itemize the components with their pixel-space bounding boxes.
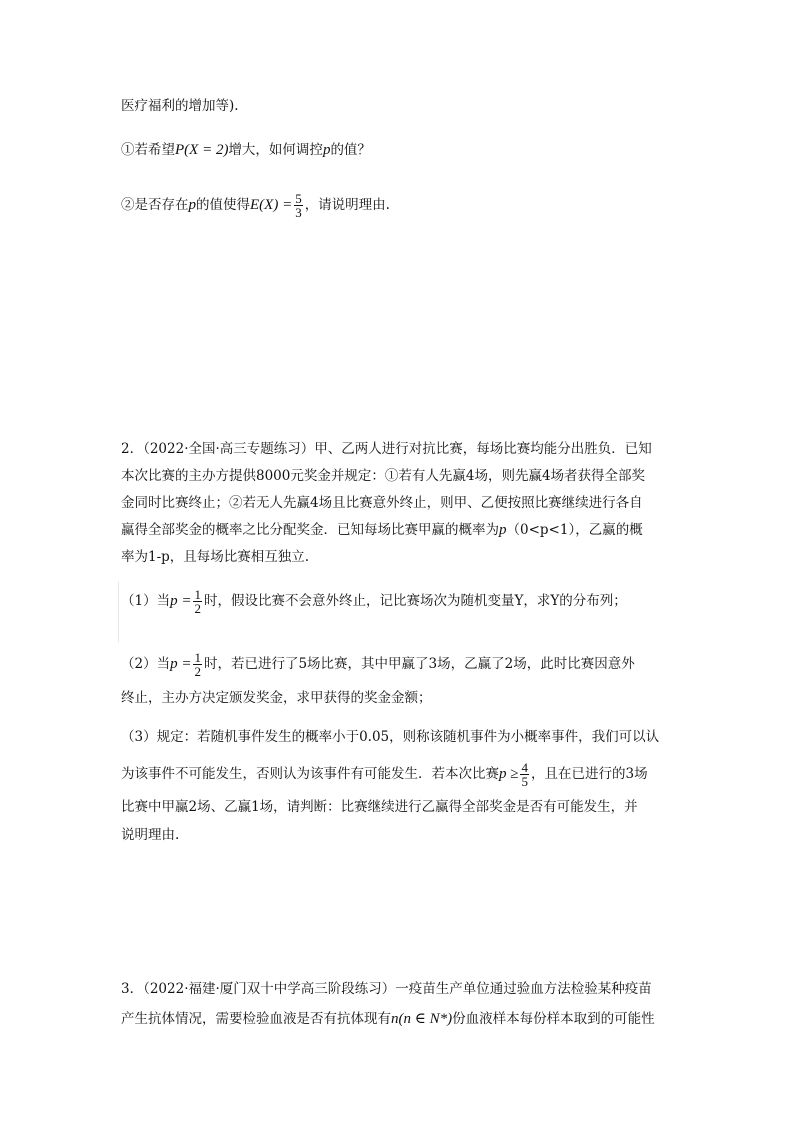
q1-sub1-mid: 增大，如何调控 bbox=[228, 142, 323, 158]
q2-part3-line3: 比赛中甲赢2场、乙赢1场，请判断：比赛继续进行乙赢得全部奖金是否有可能发生，并 bbox=[121, 799, 638, 815]
q2-line4-range: （0<p<1） bbox=[506, 522, 576, 538]
q2-part2 bbox=[121, 651, 635, 678]
q1-sub2-prefix: ②是否存在 bbox=[121, 197, 189, 213]
q2-part3-fraction bbox=[520, 761, 529, 788]
q1-sub1-prefix: ①若希望 bbox=[121, 142, 175, 158]
q3-line2-expr: n(n ∈ N*) bbox=[391, 1011, 453, 1027]
margin-rule bbox=[118, 582, 119, 642]
q2-part1-post: 时，假设比赛不会意外终止，记比赛场次为随机变量Y，求Y的分布列； bbox=[203, 593, 627, 609]
fraction-numerator: 4 bbox=[521, 760, 528, 775]
q1-sub2-mid: 的值使得 bbox=[196, 197, 250, 213]
q3-line2-post: 份血液样本每份样本取到的可能性 bbox=[452, 1011, 655, 1027]
q2-part3-expr: p ≥ bbox=[499, 766, 519, 782]
fraction-denominator: 2 bbox=[194, 601, 201, 616]
fraction-denominator: 5 bbox=[521, 774, 528, 789]
q2-part2-post: 时，若已进行了5场比赛，其中甲赢了3场，乙赢了2场，此时比赛因意外 bbox=[203, 656, 635, 672]
q2-part3-line1: （3）规定：若随机事件发生的概率小于0.05，则称该随机事件为小概率事件，我们可以认 bbox=[121, 729, 660, 745]
q2-part2-expr: p = bbox=[170, 656, 192, 672]
q2-line5: 率为1-p，且每场比赛相互独立. bbox=[121, 549, 310, 565]
q2-part1-expr: p = bbox=[170, 593, 192, 609]
q2-line4 bbox=[121, 520, 643, 540]
fraction-denominator: 2 bbox=[194, 664, 201, 679]
q2-part2-pre: （2）当 bbox=[121, 656, 171, 672]
fraction-numerator: 1 bbox=[194, 587, 201, 602]
fraction-numerator: 1 bbox=[194, 650, 201, 665]
q2-part3-line2-post: ，且在已进行的3场 bbox=[530, 766, 648, 782]
q2-line4-var: p bbox=[499, 522, 507, 538]
q3-line2-pre: 产生抗体情况，需要检验血液是否有抗体现有 bbox=[121, 1011, 391, 1027]
q1-sub1 bbox=[121, 140, 371, 160]
q2-part1 bbox=[121, 588, 627, 615]
q2-line1: 2．（2022·全国·高三专题练习）甲、乙两人进行对抗比赛，每场比赛均能分出胜负．已知 bbox=[121, 441, 652, 457]
q1-sub2 bbox=[121, 192, 390, 219]
q1-sub2-var: p bbox=[188, 197, 196, 213]
q2-line4-pre: 赢得全部奖金的概率之比分配奖金．已知每场比赛甲赢的概率为 bbox=[121, 522, 499, 538]
q2-part1-pre: （1）当 bbox=[121, 593, 171, 609]
intro-tail: 医疗福利的增加等). bbox=[121, 98, 239, 114]
q1-sub1-expr: P(X = 2) bbox=[175, 142, 229, 158]
q2-part3-line2 bbox=[121, 761, 648, 788]
q2-line3: 金同时比赛终止；②若无人先赢4场且比赛意外终止，则甲、乙便按照比赛继续进行各自 bbox=[121, 495, 643, 511]
q2-line4-post: ，乙赢的概 bbox=[575, 522, 643, 538]
q2-part1-fraction bbox=[193, 588, 202, 615]
q2-part2-fraction bbox=[193, 651, 202, 678]
q3-line1: 3．（2022·福建·厦门双十中学高三阶段练习）一疫苗生产单位通过验血方法检验某种疫苗 bbox=[121, 981, 652, 997]
q1-sub1-suffix: 的值？ bbox=[330, 142, 371, 158]
fraction-denominator: 3 bbox=[295, 205, 302, 220]
q1-sub2-expr: E(X) = bbox=[250, 197, 293, 213]
q1-sub2-fraction bbox=[294, 192, 303, 219]
q3-line2 bbox=[121, 1009, 655, 1029]
q2-line2: 本次比赛的主办方提供8000元奖金并规定：①若有人先赢4场，则先赢4场者获得全部奖 bbox=[121, 468, 646, 484]
q1-sub2-suffix: ，请说明理由. bbox=[304, 197, 390, 213]
q1-sub1-var: p bbox=[322, 142, 331, 158]
q2-part3-line2-pre: 为该事件不可能发生，否则认为该事件有可能发生．若本次比赛 bbox=[121, 766, 499, 782]
q2-part2-line2: 终止，主办方决定颁发奖金，求甲获得的奖金金额； bbox=[121, 690, 432, 706]
fraction-numerator: 5 bbox=[295, 191, 302, 206]
q2-part3-line4: 说明理由. bbox=[121, 827, 180, 843]
